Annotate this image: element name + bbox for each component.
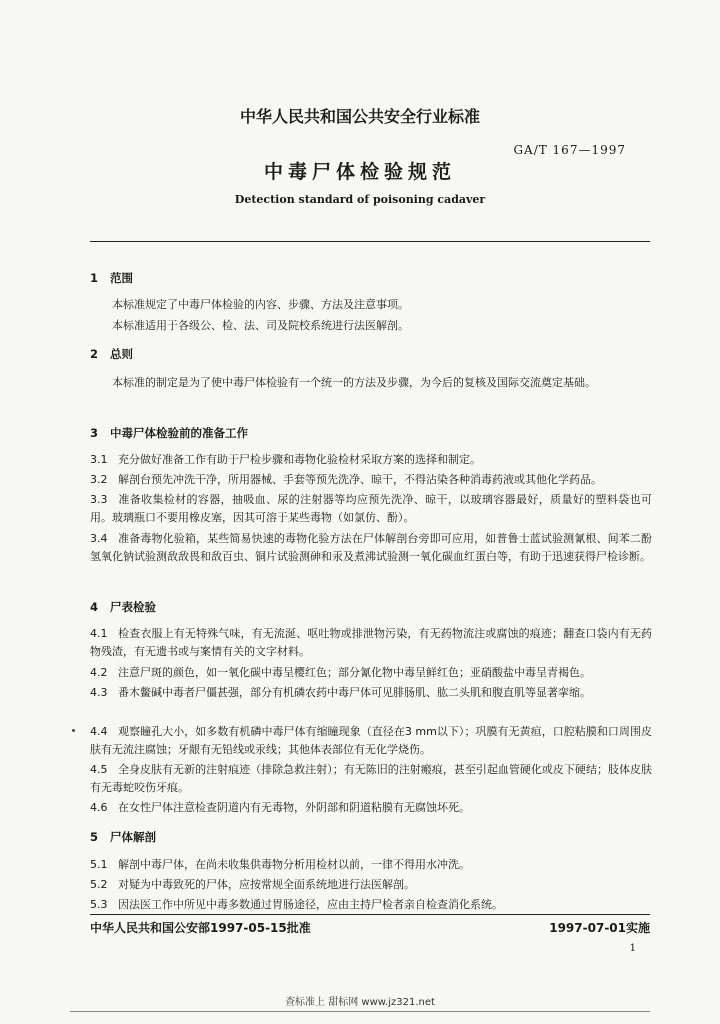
section-number: 5 (90, 830, 99, 844)
approval-date: 中华人民共和国公安部1997-05-15批准 (90, 921, 311, 935)
clause-3-2 (90, 471, 652, 489)
clause-4-2 (90, 664, 652, 682)
section-title: 中毒尸体检验前的准备工作 (110, 426, 248, 440)
issuing-body: 中华人民共和国公共安全行业标准 (239, 107, 480, 126)
clause-text: 观察瞳孔大小，如多数有机磷中毒尸体有缩瞳现象（直径在3 mm以下）；巩膜有无黄疸，口腔粘膜和口周围皮肤有无流注腐蚀；牙龈有无铅线或汞线；其他体表部位有无化学烧伤。 (90, 725, 652, 756)
clause-text: 解剖中毒尸体，在尚未收集供毒物分析用检材以前，一律不得用水冲洗。 (118, 858, 470, 871)
clause-text: 解剖台预先冲洗干净，所用器械、手套等预先洗净、晾干，不得沾染各种消毒药液或其他化学药品。 (118, 473, 602, 486)
section-title: 总则 (110, 347, 133, 361)
clause-number: 3.2 (90, 473, 108, 486)
section-2-para-1: 本标准的制定是为了使中毒尸体检验有一个统一的方法及步骤，为今后的复核及国际交流奠定基础。 (112, 376, 596, 389)
clause-4-3 (90, 684, 652, 702)
clause-text: 因法医工作中所见中毒多数通过胃肠途径，应由主持尸检者亲自检查消化系统。 (118, 898, 503, 911)
clause-text: 注意尸斑的颜色，如一氧化碳中毒呈樱红色；部分氰化物中毒呈鲜红色；亚硝酸盐中毒呈青褐色。 (118, 666, 591, 679)
header-divider (90, 241, 650, 242)
section-3-heading (90, 425, 248, 441)
watermark-text: 查标准上 甜标网 www.jz321.net (285, 997, 435, 1008)
clause-text: 充分做好准备工作有助于尸检步骤和毒物化验检材采取方案的选择和制定。 (118, 453, 481, 466)
clause-number: 3.4 (90, 532, 108, 545)
clause-number: 5.1 (90, 858, 108, 871)
bottom-rule (70, 1011, 650, 1012)
clause-4-1 (90, 625, 652, 661)
section-number: 1 (90, 271, 99, 285)
clause-text: 在女性尸体注意检查阴道内有无毒物，外阴部和阴道粘膜有无腐蚀坏死。 (118, 801, 470, 814)
clause-4-4 (90, 723, 652, 759)
clause-4-5 (90, 761, 652, 797)
clause-3-1 (90, 451, 652, 469)
clause-number: 4.1 (90, 627, 108, 640)
clause-text: 全身皮肤有无新的注射痕迹（排除急救注射）；有无陈旧的注射瘢痕，甚至引起血管硬化或皮下硬结；肢体皮肤有无毒蛇咬伤牙痕。 (90, 763, 652, 794)
clause-number: 3.3 (90, 493, 108, 506)
standard-code: GA/T 167—1997 (513, 143, 626, 157)
clause-4-6 (90, 799, 652, 817)
section-1-heading (90, 270, 133, 286)
section-4-heading (90, 599, 156, 615)
section-1-para-1: 本标准规定了中毒尸体检验的内容、步骤、方法及注意事项。 (112, 298, 409, 311)
section-1-para-2: 本标准适用于各级公、检、法、司及院校系统进行法医解剖。 (112, 319, 409, 332)
document-title-english: Detection standard of poisoning cadaver (234, 193, 486, 206)
clause-text: 准备毒物化验箱，某些简易快速的毒物化验方法在尸体解剖台旁即可应用，如普鲁士蓝试验测氰根、间苯二酚氢氧化钠试验测敌敌畏和敌百虫、铜片试验测砷和汞及煮沸试验测一氧化碳血红蛋白等，有助于迅速获得尸检诊断。 (90, 532, 652, 563)
clause-number: 4.3 (90, 686, 108, 699)
document-title: 中毒尸体检验规范 (263, 161, 456, 183)
clause-number: 5.3 (90, 898, 108, 911)
effective-date: 1997-07-01实施 (549, 921, 650, 935)
section-title: 尸体解剖 (110, 830, 156, 844)
clause-5-3 (90, 896, 652, 914)
section-2-heading (90, 346, 133, 362)
section-title: 范围 (110, 271, 133, 285)
clause-text: 准备收集检材的容器，抽吸血、尿的注射器等均应预先洗净、晾干，以玻璃容器最好，质量好的塑料袋也可用。玻璃瓶口不要用橡皮塞，因其可溶于某些毒物（如氯仿、酚）。 (90, 493, 652, 524)
scan-speck (72, 729, 75, 732)
clause-number: 4.6 (90, 801, 108, 814)
section-5-heading (90, 829, 156, 845)
section-number: 4 (90, 600, 99, 614)
clause-3-4 (90, 530, 652, 566)
clause-3-3 (90, 491, 652, 527)
footer-divider (90, 914, 650, 915)
section-title: 尸表检验 (110, 600, 156, 614)
clause-text: 番木鳖碱中毒者尸僵甚强，部分有机磷农药中毒尸体可见腓肠肌、肱二头肌和腹直肌等显著挛缩。 (118, 686, 591, 699)
clause-text: 检查衣服上有无特殊气味，有无流涎、呕吐物或排泄物污染，有无药物流注或腐蚀的痕迹；翻查口袋内有无药物残渣，有无遗书或与案情有关的文字材料。 (90, 627, 652, 658)
clause-number: 4.2 (90, 666, 108, 679)
clause-number: 4.4 (90, 725, 108, 738)
clause-5-2 (90, 876, 652, 894)
clause-5-1 (90, 856, 652, 874)
clause-number: 3.1 (90, 453, 108, 466)
clause-number: 4.5 (90, 763, 108, 776)
section-number: 2 (90, 347, 99, 361)
clause-text: 对疑为中毒致死的尸体，应按常规全面系统地进行法医解剖。 (118, 878, 415, 891)
clause-number: 5.2 (90, 878, 108, 891)
page-number: 1 (629, 943, 636, 954)
section-number: 3 (90, 426, 99, 440)
